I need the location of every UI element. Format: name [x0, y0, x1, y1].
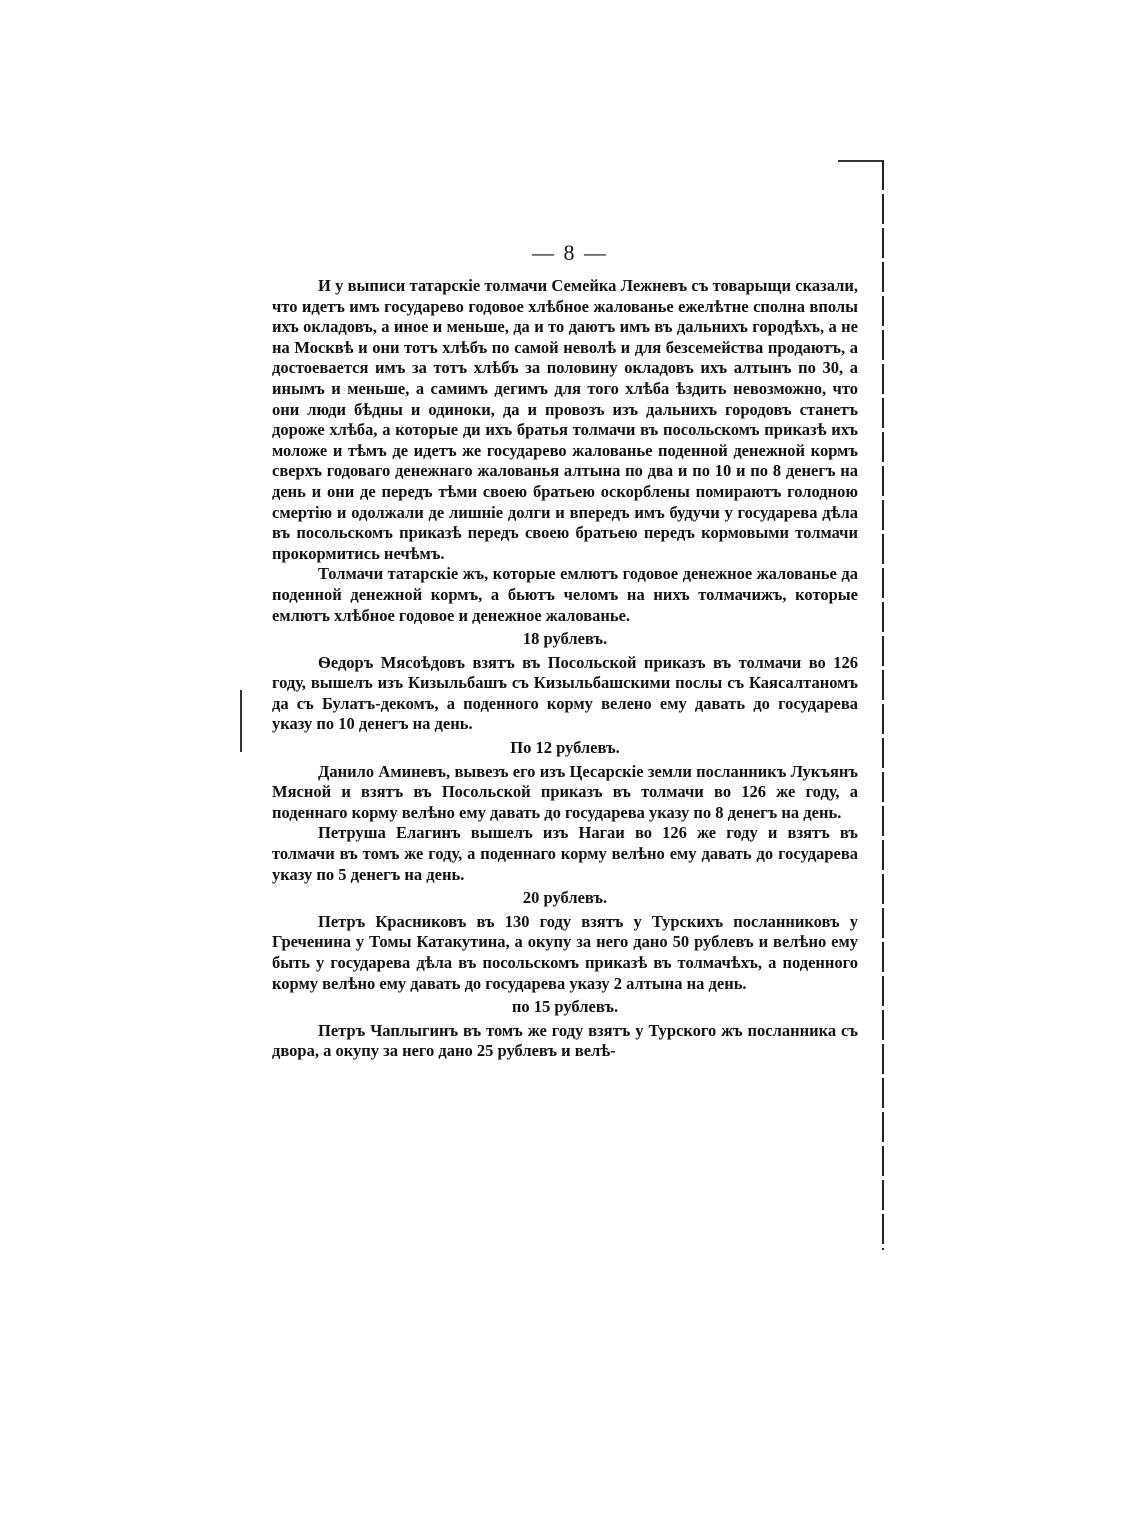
- body-text: [272, 276, 858, 1062]
- section-heading-15: по 15 рублевъ.: [511, 997, 619, 1017]
- section-heading-12: По 12 рублевъ.: [510, 738, 620, 758]
- page-number: — 8 —: [532, 240, 608, 265]
- paragraph-2: Толмачи татарскіе жъ, которые емлютъ годовое денежное жалованье да поденной денежной кормъ, а бьютъ челомъ на нихъ толмачижъ, которые емлютъ хлѣбное годовое и денежное жалованье.: [272, 564, 858, 625]
- right-edge-rule: [882, 160, 884, 1250]
- top-rule-mark: [838, 160, 882, 162]
- section-heading-20: 20 рублевъ.: [522, 888, 608, 908]
- paragraph-7: Петръ Чаплыгинъ въ томъ же году взятъ у Турского жъ посланника съ двора, а окупу за него дано 25 рублевъ и велѣ-: [272, 1020, 858, 1061]
- paragraph-5: Петруша Елагинъ вышелъ изъ Нагаи во 126 же году и взятъ въ толмачи въ томъ же году, а поденнаго корму велѣно ему давать до государева указу по 5 денегъ на день.: [272, 823, 858, 884]
- paragraph-3: Ѳедоръ Мясоѣдовъ взятъ въ Посольской приказъ въ толмачи во 126 году, вышелъ изъ Кизыльбашъ съ Кизыльбашскими послы съ Каясалтаномъ да съ Булатъ-декомъ, а поденного корму велено ему давать до государева указу по 10 денегъ на день.: [272, 652, 858, 734]
- paragraph-4: Данило Аминевъ, вывезъ его изъ Цесарскіе земли посланникъ Лукъянъ Мясной и взятъ въ Посольской приказъ въ толмачи во 126 же году, а поденнаго корму велѣно ему давать до государева указу по 8 денегъ на день.: [272, 761, 858, 822]
- paragraph-1: И у выписи татарскіе толмачи Семейка Лежневъ съ товарыщи сказали, что идетъ имъ государево годовое хлѣбное жалованье ежелѣтне сполна вполы ихъ окладовъ, а иное и меньше, да и то даютъ имъ въ дальнихъ городѣхъ, а не на Москвѣ и они тотъ хлѣбъ по самой неволѣ и для безсемейства продаютъ, а достоевается имъ за тотъ хлѣбъ за половину окладовъ ихъ алтынъ по 30, а инымъ и меньше, а самимъ дегимъ для того хлѣба ѣздить невозможно, что они люди бѣдны и одиноки, да и провозъ изъ дальнихъ городовъ станетъ дороже хлѣба, а которые ди ихъ братья толмачи въ посольскомъ приказѣ ихъ моложе и тѣмъ де идетъ же государево жалованье поденной денежной кормъ сверхъ годоваго денежнаго жалованья алтына по два и по 10 и по 8 денегъ на день и они де передъ тѣми своею братьею оскорблены помираютъ голодною смертію и одолжали де лишніе долги и впередъ имъ будучи у государева дѣла въ посольскомъ приказѣ передъ своею братьею передъ кормовыми толмачи прокормитись нечѣмъ.: [272, 276, 858, 563]
- paragraph-6: Петръ Красниковъ въ 130 году взятъ у Турскихъ посланниковъ у Греченина у Томы Катакутина, а окупу за него дано 50 рублевъ и велѣно ему быть у государева дѣла въ посольскомъ приказѣ въ толмачѣхъ, а поденного корму велѣно ему давать до государева указу 2 алтына на день.: [272, 911, 858, 993]
- section-heading-18: 18 рублевъ.: [522, 629, 608, 649]
- margin-mark: [240, 690, 242, 752]
